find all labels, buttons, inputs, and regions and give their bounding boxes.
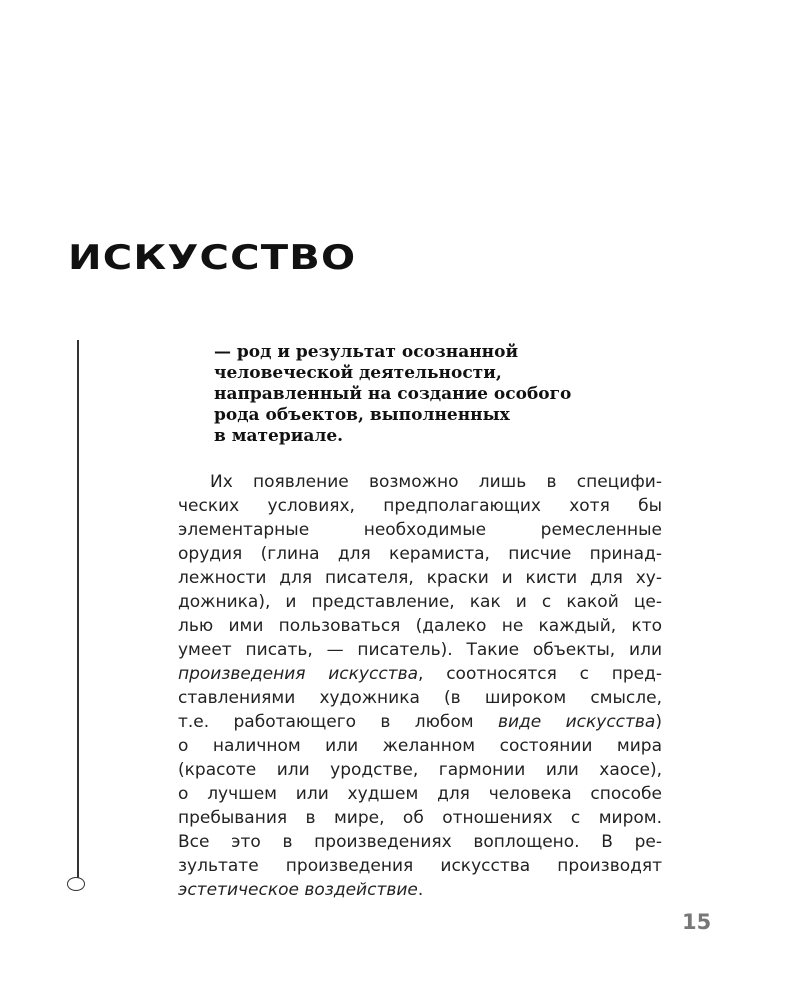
emphasis-term: виде искусства xyxy=(497,712,656,732)
body-line: Их появление возможно лишь в специфи- xyxy=(210,472,662,492)
definition-line: — род и результат осознанной xyxy=(214,342,519,362)
body-line: о наличном или желанном состоянии мира xyxy=(178,736,662,756)
body-line: лежности для писателя, краски и кисти для ху- xyxy=(178,568,662,588)
body-line-text: . xyxy=(417,880,424,900)
body-line: о лучшем или худшем для человека способе xyxy=(178,784,662,804)
definition-line: направленный на создание особого xyxy=(214,384,572,404)
margin-rule xyxy=(77,340,79,878)
body-line: Все это в произведениях воплощено. В ре- xyxy=(178,832,662,852)
body-line: ставлениями художника (в широком смысле, xyxy=(178,688,662,708)
body-paragraph xyxy=(178,470,662,902)
body-line: (красоте или уродстве, гармонии или хаосе), xyxy=(178,760,662,780)
definition-line: человеческой деятельности, xyxy=(214,363,502,383)
emphasis-term: эстетическое воздействие xyxy=(178,880,418,900)
emphasis-term: произведения искусства xyxy=(178,664,419,684)
body-line: дожника), и представление, как и с какой це- xyxy=(178,592,662,612)
body-line xyxy=(178,710,662,734)
body-line xyxy=(178,878,662,902)
body-line-text: т.е. работающего в любом xyxy=(178,712,498,732)
body-line-text: , соотносятся с пред- xyxy=(418,664,662,684)
body-line: умеет писать, — писатель). Такие объекты, или xyxy=(178,640,662,660)
page-title: ИСКУССТВО xyxy=(68,238,357,278)
definition-block xyxy=(214,342,644,447)
definition-line: в материале. xyxy=(214,426,344,446)
body-line: зультате произведения искусства производят xyxy=(178,856,662,876)
definition-line: рода объектов, выполненных xyxy=(214,405,510,425)
margin-rule-circle xyxy=(67,877,85,891)
body-line: элементарные необходимые ремесленные xyxy=(178,520,662,540)
body-line-text: ) xyxy=(655,712,662,732)
body-line xyxy=(178,662,662,686)
body-line: ческих условиях, предполагающих хотя бы xyxy=(178,496,662,516)
body-line: лью ими пользоваться (далеко не каждый, кто xyxy=(178,616,662,636)
page-number: 15 xyxy=(682,910,712,934)
body-line: пребывания в мире, об отношениях с миром. xyxy=(178,808,662,828)
body-line: орудия (глина для керамиста, писчие принад- xyxy=(178,544,662,564)
